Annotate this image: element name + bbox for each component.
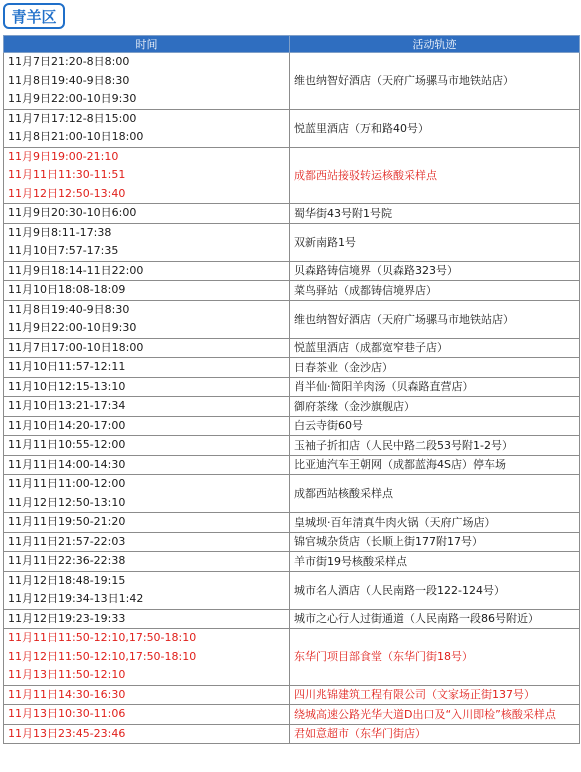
time-entry: 11月9日19:00-21:10 bbox=[8, 149, 119, 163]
time-entry: 11月11日22:36-22:38 bbox=[8, 554, 126, 567]
time-entry: 11月11日14:00-14:30 bbox=[8, 457, 126, 471]
table-row bbox=[4, 204, 580, 224]
table-row bbox=[4, 358, 580, 378]
time-entry: 11月10日18:08-18:09 bbox=[8, 283, 126, 296]
place-cell bbox=[290, 705, 580, 725]
time-cell bbox=[4, 261, 290, 281]
time-entry: 11月11日11:30-11:51 bbox=[8, 168, 126, 181]
time-entry: 11月12日11:50-12:10,17:50-18:10 bbox=[8, 649, 197, 663]
place-cell bbox=[290, 685, 580, 705]
time-entry: 11月9日18:14-11日22:00 bbox=[8, 263, 144, 277]
time-entry: 11月13日11:50-12:10 bbox=[8, 668, 126, 681]
time-cell bbox=[4, 685, 290, 705]
time-cell bbox=[4, 552, 290, 572]
place-cell bbox=[290, 552, 580, 572]
time-cell bbox=[4, 475, 290, 513]
place-text: 御府茶缘（金沙旗舰店） bbox=[294, 399, 415, 413]
time-cell bbox=[4, 705, 290, 725]
table-row bbox=[4, 436, 580, 456]
table-row bbox=[4, 397, 580, 417]
time-cell bbox=[4, 609, 290, 629]
time-cell bbox=[4, 281, 290, 301]
place-text: 城市名人酒店（人民南路一段122-124号） bbox=[294, 583, 505, 597]
place-cell bbox=[290, 358, 580, 378]
place-column-header: 活动轨迹 bbox=[290, 36, 580, 53]
table-row bbox=[4, 416, 580, 436]
time-entry: 11月11日19:50-21:20 bbox=[8, 515, 126, 528]
table-header-row bbox=[4, 36, 580, 53]
time-column-header: 时间 bbox=[4, 36, 290, 53]
time-cell bbox=[4, 377, 290, 397]
table-row bbox=[4, 705, 580, 725]
table-row bbox=[4, 609, 580, 629]
time-cell bbox=[4, 223, 290, 261]
place-text: 四川兆锦建筑工程有限公司（文家场正街137号） bbox=[294, 688, 535, 702]
time-cell bbox=[4, 455, 290, 475]
place-text: 城市之心行人过街通道（人民南路一段86号附近） bbox=[294, 612, 539, 626]
place-text: 蜀华街43号附1号院 bbox=[294, 206, 392, 220]
time-entry: 11月13日23:45-23:46 bbox=[8, 726, 126, 740]
place-cell bbox=[290, 377, 580, 397]
place-cell bbox=[290, 513, 580, 533]
place-cell bbox=[290, 281, 580, 301]
place-cell bbox=[290, 532, 580, 552]
place-cell bbox=[290, 53, 580, 110]
time-entry: 11月7日21:20-8日8:00 bbox=[8, 55, 130, 68]
table-row bbox=[4, 552, 580, 572]
table-row bbox=[4, 475, 580, 513]
time-entry: 11月12日19:34-13日1:42 bbox=[8, 592, 144, 605]
place-cell bbox=[290, 300, 580, 338]
time-entry: 11月12日12:50-13:40 bbox=[8, 186, 126, 200]
place-text: 白云寺街60号 bbox=[294, 419, 363, 433]
time-entry: 11月7日17:12-8日15:00 bbox=[8, 111, 137, 125]
district-badge: 青羊区 bbox=[3, 3, 65, 29]
time-entry: 11月8日19:40-9日8:30 bbox=[8, 302, 130, 316]
time-cell bbox=[4, 724, 290, 744]
place-text: 悦蓝里酒店（万和路40号） bbox=[294, 121, 429, 135]
time-cell bbox=[4, 532, 290, 552]
place-text: 东华门项目部食堂（东华门街18号） bbox=[294, 650, 473, 664]
time-entry: 11月8日21:00-10日18:00 bbox=[8, 130, 144, 143]
time-cell bbox=[4, 629, 290, 686]
place-text: 肖半仙·简阳羊肉汤（贝森路直营店） bbox=[294, 380, 474, 394]
time-entry: 11月9日8:11-17:38 bbox=[8, 225, 112, 239]
time-entry: 11月11日10:55-12:00 bbox=[8, 438, 126, 451]
time-entry: 11月9日22:00-10日9:30 bbox=[8, 321, 137, 334]
place-cell bbox=[290, 436, 580, 456]
place-text: 维也纳智好酒店（天府广场骡马市地铁站店） bbox=[294, 74, 514, 88]
place-text: 君如意超市（东华门街店） bbox=[294, 727, 426, 741]
place-text: 维也纳智好酒店（天府广场骡马市地铁站店） bbox=[294, 312, 514, 326]
itinerary-table bbox=[3, 35, 580, 744]
time-entry: 11月10日11:57-12:11 bbox=[8, 360, 126, 373]
place-text: 悦蓝里酒店（成都宽窄巷子店） bbox=[294, 341, 448, 355]
place-cell bbox=[290, 475, 580, 513]
place-text: 绕城高速公路光华大道D出口及“入川即检”核酸采样点 bbox=[294, 707, 556, 721]
table-row bbox=[4, 223, 580, 261]
place-cell bbox=[290, 724, 580, 744]
time-entry: 11月8日19:40-9日8:30 bbox=[8, 73, 130, 87]
time-cell bbox=[4, 397, 290, 417]
time-entry: 11月11日14:30-16:30 bbox=[8, 687, 126, 701]
time-entry: 11月12日19:23-19:33 bbox=[8, 611, 126, 625]
time-entry: 11月7日17:00-10日18:00 bbox=[8, 340, 144, 354]
place-text: 成都西站接驳转运核酸采样点 bbox=[294, 168, 437, 182]
time-cell bbox=[4, 338, 290, 358]
time-cell bbox=[4, 358, 290, 378]
place-text: 日春茶业（金沙店） bbox=[294, 360, 393, 374]
table-body bbox=[4, 53, 580, 744]
place-cell bbox=[290, 609, 580, 629]
time-entry: 11月12日12:50-13:10 bbox=[8, 495, 126, 509]
place-text: 成都西站核酸采样点 bbox=[294, 487, 393, 500]
place-cell bbox=[290, 629, 580, 686]
time-cell bbox=[4, 147, 290, 204]
time-entry: 11月9日22:00-10日9:30 bbox=[8, 92, 137, 105]
place-cell bbox=[290, 223, 580, 261]
table-row bbox=[4, 109, 580, 147]
place-text: 贝森路铸信境界（贝森路323号） bbox=[294, 264, 458, 278]
place-text: 比亚迪汽车王朝网（成都蓝海4S店）停车场 bbox=[294, 458, 506, 472]
table-row bbox=[4, 685, 580, 705]
table-row bbox=[4, 300, 580, 338]
place-cell bbox=[290, 147, 580, 204]
table-row bbox=[4, 513, 580, 533]
table-row bbox=[4, 629, 580, 686]
table-row bbox=[4, 377, 580, 397]
place-cell bbox=[290, 571, 580, 609]
time-entry: 11月9日20:30-10日6:00 bbox=[8, 206, 137, 219]
time-cell bbox=[4, 436, 290, 456]
place-cell bbox=[290, 204, 580, 224]
time-entry: 11月13日10:30-11:06 bbox=[8, 707, 126, 720]
place-cell bbox=[290, 338, 580, 358]
time-entry: 11月10日14:20-17:00 bbox=[8, 418, 126, 432]
place-text: 双新南路1号 bbox=[294, 235, 356, 249]
table-row bbox=[4, 147, 580, 204]
time-cell bbox=[4, 300, 290, 338]
time-entry: 11月11日21:57-22:03 bbox=[8, 534, 126, 548]
place-cell bbox=[290, 397, 580, 417]
table-row bbox=[4, 455, 580, 475]
place-text: 羊市街19号核酸采样点 bbox=[294, 554, 407, 568]
place-cell bbox=[290, 261, 580, 281]
time-entry: 11月11日11:00-12:00 bbox=[8, 477, 126, 490]
table-row bbox=[4, 261, 580, 281]
time-entry: 11月11日11:50-12:10,17:50-18:10 bbox=[8, 631, 197, 644]
place-cell bbox=[290, 455, 580, 475]
time-cell bbox=[4, 109, 290, 147]
time-entry: 11月12日18:48-19:15 bbox=[8, 573, 126, 587]
place-text: 玉袖子折扣店（人民中路二段53号附1-2号） bbox=[294, 438, 513, 452]
place-cell bbox=[290, 109, 580, 147]
table-row bbox=[4, 571, 580, 609]
table-row bbox=[4, 53, 580, 110]
table-row bbox=[4, 281, 580, 301]
place-text: 皇城坝·百年清真牛肉火锅（天府广场店） bbox=[294, 515, 496, 529]
time-cell bbox=[4, 416, 290, 436]
time-entry: 11月10日12:15-13:10 bbox=[8, 379, 126, 393]
time-cell bbox=[4, 513, 290, 533]
time-cell bbox=[4, 571, 290, 609]
place-cell bbox=[290, 416, 580, 436]
place-text: 菜鸟驿站（成都铸信境界店） bbox=[294, 283, 437, 297]
table-row bbox=[4, 724, 580, 744]
table-row bbox=[4, 338, 580, 358]
table-row bbox=[4, 532, 580, 552]
time-cell bbox=[4, 204, 290, 224]
time-entry: 11月10日7:57-17:35 bbox=[8, 244, 119, 257]
time-cell bbox=[4, 53, 290, 110]
place-text: 锦官城杂货店（长顺上街177附17号） bbox=[294, 535, 483, 549]
time-entry: 11月10日13:21-17:34 bbox=[8, 399, 126, 412]
